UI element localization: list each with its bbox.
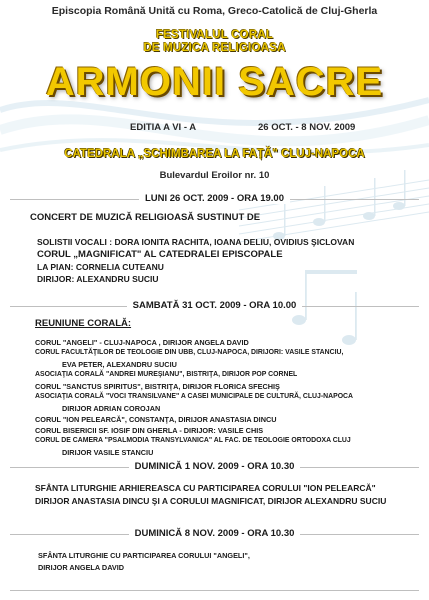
- festival-title-line1: FESTIVALUL CORAL: [155, 29, 274, 41]
- main-title: ARMONII SACRE: [45, 60, 384, 104]
- event-2-line: CORUL BISERICII SF. IOSIF DIN GHERLA - DIRIJOR: VASILE CHIS: [35, 426, 264, 435]
- festival-dates: 26 OCT. - 8 NOV. 2009: [258, 122, 356, 133]
- event-2-line: EVA PETER, ALEXANDRU SUCIU: [62, 360, 177, 369]
- event-heading-2: SAMBATĂ 31 OCT. 2009 - ORA 10.00: [0, 300, 429, 311]
- event-2-line: DIRIJOR ADRIAN COROJAN: [62, 404, 161, 413]
- event-2-line: CORUL FACULTĂŢILOR DE TEOLOGIE DIN UBB, CLUJ-NAPOCA, DIRIJORI: VASILE STANCIU,: [35, 349, 344, 356]
- venue-name: CATEDRALA „SCHIMBAREA LA FAȚĂ" CLUJ-NAPOCA: [64, 148, 365, 160]
- edition-label: EDITIA A VI - A: [130, 122, 197, 133]
- event-3-line: DIRIJOR ANASTASIA DINCU ŞI A CORULUI MAGNIFICAT, DIRIJOR ALEXANDRU SUCIU: [35, 496, 387, 506]
- event-1-line: DIRIJOR: ALEXANDRU SUCIU: [37, 274, 159, 284]
- event-1-line: SOLISTII VOCALI : DORA IONITA RACHITA, IOANA DELIU, OVIDIUS ŞICLOVAN: [37, 237, 355, 247]
- event-4-line: DIRIJOR ANGELA DAVID: [38, 563, 125, 572]
- event-4-line: SFÂNTA LITURGHIE CU PARTICIPAREA CORULUI "ANGELI",: [38, 551, 250, 560]
- event-heading-4: DUMINICĂ 8 NOV. 2009 - ORA 10.30: [0, 528, 429, 539]
- event-heading-1: LUNI 26 OCT. 2009 - ORA 19.00: [0, 193, 429, 204]
- separator-line: [10, 590, 419, 591]
- event-2-line: CORUL "SANCTUS SPIRITUS", BISTRIŢA, DIRIJOR FLORICA SFECHIŞ: [35, 382, 280, 391]
- event-2-line: CORUL "ANGELI" - CLUJ-NAPOCA , DIRIJOR ANGELA DAVID: [35, 338, 249, 347]
- event-2-title: REUNIUNE CORALĂ:: [35, 318, 132, 329]
- event-2-line: DIRIJOR VASILE STANCIU: [62, 448, 154, 457]
- event-2-line: CORUL "ION PELEARCĂ", CONSTANŢA, DIRIJOR ANASTASIA DINCU: [35, 415, 277, 424]
- event-2-line: ASOCIAŢIA CORALĂ "ANDREI MUREŞIANU", BISTRIŢA, DIRIJOR POP CORNEL: [35, 371, 298, 378]
- event-1-line: CONCERT DE MUZICĂ RELIGIOASĂ SUSTINUT DE: [30, 212, 261, 223]
- organization-name: Episcopia Română Unită cu Roma, Greco-Catolică de Cluj-Gherla: [51, 5, 378, 17]
- event-1-line: CORUL „MAGNIFICAT" AL CATEDRALEI EPISCOPALE: [37, 249, 283, 260]
- event-2-line: CORUL DE CAMERA "PSALMODIA TRANSYLVANICA" AL FAC. DE TEOLOGIE ORTODOXA CLUJ: [35, 437, 351, 444]
- event-1-line: LA PIAN: CORNELIA CUTEANU: [37, 262, 164, 272]
- event-3-line: SFÂNTA LITURGHIE ARHIEREASCA CU PARTICIPAREA CORULUI "ION PELEARCĂ": [35, 483, 376, 493]
- festival-title-line2: DE MUZICA RELIGIOASA: [143, 42, 286, 54]
- event-heading-3: DUMINICĂ 1 NOV. 2009 - ORA 10.30: [0, 461, 429, 472]
- event-2-line: ASOCIAŢIA CORALĂ "VOCI TRANSILVANE" A CASEI MUNICIPALE DE CULTURĂ, CLUJ-NAPOCA: [35, 393, 354, 400]
- venue-address: Bulevardul Eroilor nr. 10: [159, 170, 270, 181]
